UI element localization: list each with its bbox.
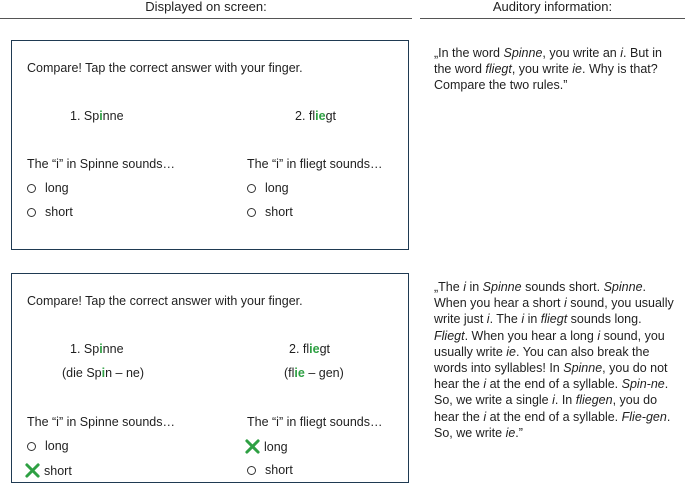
selected-cross-icon bbox=[245, 439, 260, 454]
option-fliegt-short[interactable]: short bbox=[247, 463, 293, 477]
auditory-text-question: „In the word Spinne, you write an i. But in the word fliegt, you write ie. Why is that? Compare the two rules.” bbox=[434, 46, 662, 93]
question-fliegt: The “i” in fliegt sounds… bbox=[247, 415, 383, 429]
word-spinne: 1. Spinne bbox=[70, 342, 124, 356]
header-divider-right bbox=[420, 18, 685, 19]
radio-icon bbox=[247, 184, 256, 193]
radio-icon bbox=[27, 184, 36, 193]
radio-icon bbox=[247, 466, 256, 475]
auditory-text-explanation: „The i in Spinne sounds short. Spinne. When you hear a short i sound, you usually write just i. The i in fliegt sounds long. Fliegt. When you hear a long i sound, you usually write ie. You can also break the words into syllables! In Spinne, you do not hear the i at the end of a syllable. Spin-ne. So, we write a single i. In fliegen, you do hear the i at the end of a syllable. Flie-gen. So, we write ie.” bbox=[434, 280, 674, 440]
option-spinne-short[interactable]: short bbox=[27, 463, 72, 478]
syllables-fliegen: (flie – gen) bbox=[284, 366, 344, 380]
word-fliegt: 2. fliegt bbox=[289, 342, 331, 356]
auditory-information-header: Auditory information: bbox=[492, 0, 613, 14]
option-spinne-long[interactable]: long bbox=[27, 439, 69, 453]
option-spinne-short[interactable]: short bbox=[27, 205, 73, 219]
syllables-spinne: (die Spin – ne) bbox=[62, 366, 145, 380]
radio-icon bbox=[247, 208, 256, 217]
radio-icon bbox=[27, 442, 36, 451]
radio-icon bbox=[27, 208, 36, 217]
header-divider-left bbox=[0, 18, 412, 19]
displayed-on-screen-header: Displayed on screen: bbox=[145, 0, 267, 14]
screen-panel-question bbox=[11, 40, 409, 250]
instruction-text: Compare! Tap the correct answer with your finger. bbox=[27, 294, 303, 308]
question-spinne: The “i” in Spinne sounds… bbox=[27, 415, 175, 429]
instruction-text: Compare! Tap the correct answer with your finger. bbox=[27, 61, 303, 75]
option-fliegt-short[interactable]: short bbox=[247, 205, 293, 219]
question-fliegt: The “i” in fliegt sounds… bbox=[247, 157, 383, 171]
option-fliegt-long[interactable]: long bbox=[247, 181, 289, 195]
word-spinne: 1. Spinne bbox=[70, 109, 124, 123]
option-fliegt-long[interactable]: long bbox=[247, 439, 288, 454]
screen-panel-answer bbox=[11, 273, 409, 483]
option-spinne-long[interactable]: long bbox=[27, 181, 69, 195]
selected-cross-icon bbox=[25, 463, 40, 478]
question-spinne: The “i” in Spinne sounds… bbox=[27, 157, 175, 171]
word-fliegt: 2. fliegt bbox=[295, 109, 337, 123]
